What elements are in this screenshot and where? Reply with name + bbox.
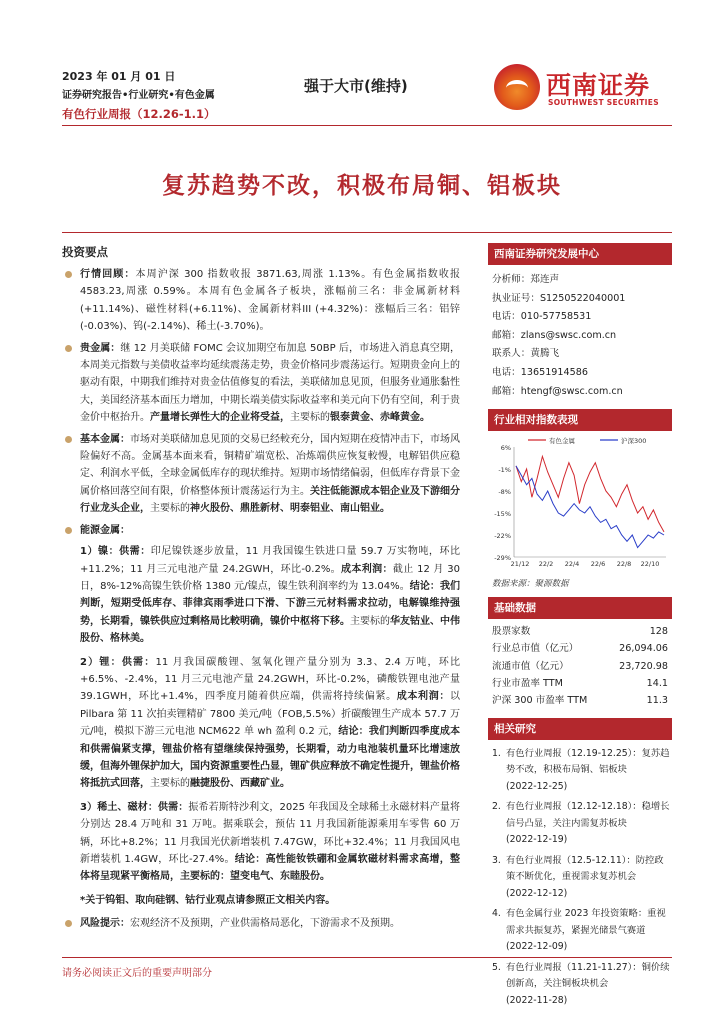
- table-label: 流通市值（亿元）: [492, 660, 569, 672]
- item-number: 5.: [492, 961, 501, 973]
- para-text: 本周沪深 300 指数收报 3871.63,周涨 1.13%。有色金属指数收报 4583.23,周涨 0.59%。本周有色金属各子板块，涨幅前三名：非金属新材料(+11.14%)、磁性材料(+6.11%)、金属新材料III (+4.32%)：涨幅后三名：铝锌(-0.03%)、钨(-2.14%)、稀土(-3.70%)。: [80, 269, 460, 333]
- table-value: 128: [649, 626, 668, 638]
- sub-bold: 我们判断四季度成本和供需偏紧支撑，锂盐价格有望继续保持强势，长期看，动力电池装机量环比增速放缓，但海外锂保护加大，国内资源重要性凸显，锂矿供应释放不确定性提升，锂盐价格将抵抗式回落，: [80, 726, 460, 790]
- item-title: 有色行业周报（11.21-11.27）：铜价续创新高，关注铜板块机会: [506, 961, 670, 990]
- y-tick-label: -29%: [494, 554, 511, 563]
- stock-list: 融捷股份、西藏矿业。: [190, 778, 290, 790]
- analyst-value: 郑连声: [530, 274, 560, 285]
- item-date: (2022-12-25): [506, 780, 568, 792]
- para-bold: 产量增长弹性大的企业将受益，: [150, 412, 290, 424]
- item-date: (2022-12-19): [506, 834, 568, 846]
- table-row: [488, 658, 672, 675]
- chart-svg: [488, 435, 672, 575]
- analyst-label: 联系人：: [492, 348, 531, 360]
- note: *关于钨钼、取向硅钢、钴行业观点请参照正文相关内容。: [80, 894, 336, 906]
- analyst-label: 邮箱：: [492, 385, 521, 397]
- analyst-value: 010-57758531: [520, 311, 592, 323]
- table-label: 行业总市值（亿元）: [492, 643, 579, 655]
- item-number: 3.: [492, 854, 501, 866]
- analyst-row: [492, 364, 668, 383]
- bullet-icon: [65, 345, 72, 352]
- item-number: 4.: [492, 908, 501, 920]
- table-value: 23,720.98: [619, 660, 668, 672]
- basic-data-title: 基础数据: [488, 597, 672, 619]
- table-value: 26,094.06: [619, 643, 668, 655]
- related-research-title: 相关研究: [488, 718, 672, 740]
- rating: 强于大市(维持): [304, 77, 408, 95]
- analyst-row: [492, 271, 668, 290]
- investment-highlights: [62, 240, 460, 937]
- company-logo: [494, 64, 674, 120]
- x-tick-label: 22/6: [590, 560, 606, 569]
- analyst-value: 黄腾飞: [530, 348, 560, 360]
- sub-text: 截止 12 月 30 日，8%-12%高镍生铁价格 1380 元/镍点，镍生铁利润率约为 13.04%。: [80, 563, 460, 592]
- analyst-value: S1250522040001: [539, 292, 626, 304]
- para-key: 风险提示：: [80, 918, 130, 930]
- weekly-label: 有色行业周报（12.26-1.1）: [62, 107, 216, 121]
- item-title: 有色金属行业 2023 年投资策略：重视需求共振复苏，紧握光储景气赛道: [506, 908, 666, 936]
- list-item[interactable]: [492, 799, 672, 849]
- legend-label: 沪深300: [621, 437, 647, 446]
- analyst-email[interactable]: zlans@swsc.com.cn: [520, 329, 617, 341]
- sub-text: 主要标的: [150, 778, 190, 790]
- list-item[interactable]: [492, 960, 672, 1010]
- para-text: 主要标的: [290, 412, 330, 424]
- item-title: 有色行业周报（12.12-12.18）：稳增长信号凸显，关注内需复苏板块: [506, 801, 670, 829]
- bullet-icon: [65, 920, 72, 927]
- x-tick-label: 22/4: [564, 560, 580, 569]
- para-text: 宏观经济不及预期，产业供需格局恶化，下游需求不及预期。: [130, 918, 400, 930]
- logo-cn: 西南证券: [546, 71, 651, 100]
- stock-list: 望变电气、东睦股份。: [230, 871, 330, 883]
- sub-key: 结论：: [338, 726, 369, 738]
- sub-key: 供需：: [121, 656, 156, 668]
- sub-text: 印尼镍铁逐步放量，11 月我国镍生铁进口量 59.7 万实物吨，环比+11.2%；11 月三元电池产量 24.2GWH，环比-0.2%。: [80, 546, 460, 575]
- logo-mark-icon: [494, 64, 540, 110]
- table-label: 行业市盈率 TTM: [492, 678, 563, 690]
- analyst-row: [492, 345, 668, 364]
- x-tick-label: 22/10: [640, 560, 660, 569]
- sidebar: [488, 243, 672, 1013]
- market-review: [62, 266, 460, 336]
- sub-head: 2）锂：: [80, 656, 122, 668]
- para-bold: 关注低能源成本铝企业及下游细分行业龙头企业，: [80, 485, 460, 515]
- sub-text: 以 Pilbara 第 11 次拍卖锂精矿 7800 美元/吨（FOB,5.5%）折碳酸锂生产成本 57.7 万元/吨，模拟下游三元电池 NCM622 单 wh 盈利 0.2 元，: [80, 691, 460, 738]
- series-line-nonferrous: [516, 457, 664, 533]
- y-tick-label: 6%: [500, 444, 511, 453]
- item-number: 1.: [492, 747, 501, 759]
- bullet-icon: [65, 527, 72, 534]
- stock-list: 华友钴业、中伟股份、格林美。: [80, 615, 460, 645]
- analyst-label: 电话：: [492, 311, 521, 323]
- item-date: (2022-12-09): [506, 941, 568, 953]
- analyst-info: [488, 265, 672, 401]
- analyst-label: 邮箱：: [492, 329, 521, 341]
- related-research-list: [488, 740, 672, 1010]
- legend-label: 有色金属: [549, 437, 575, 446]
- sub-key: 供需：: [157, 801, 189, 813]
- table-label: 沪深 300 市盈率 TTM: [492, 695, 588, 707]
- report-date: 2023 年 01 月 01 日: [62, 70, 176, 83]
- analyst-value: 13651914586: [520, 366, 588, 378]
- research-center-title: 西南证券研究发展中心: [488, 243, 672, 265]
- section-divider: [62, 232, 672, 233]
- list-item[interactable]: [492, 853, 672, 903]
- y-tick-label: -22%: [494, 532, 511, 541]
- list-item[interactable]: [492, 746, 672, 796]
- rare-earth-section: [62, 799, 460, 886]
- sub-key: 成本利润：: [396, 691, 450, 703]
- precious-metals: [62, 340, 460, 427]
- x-tick-label: 22/2: [538, 560, 554, 569]
- y-tick-label: -1%: [498, 466, 511, 475]
- para-text: 市场对美联储加息见顶的交易已经較充分，国内短期在疫情冲击下，市场风险偏好不高。金属基本面来看，铜精矿端宽松、冶炼端供应恢复較慢，电解铝供应稳定、利润水平低，全球金属低库存的现状维持。短期市场情绪偏弱，但低库存背景下金属价格回落空间有限，价格整体预计震荡运行为主。: [80, 433, 460, 497]
- nickel-section: [62, 543, 460, 647]
- risk-warning: [62, 915, 460, 932]
- energy-metals: [62, 522, 460, 539]
- chart-source: 数据来源：聚源数据: [492, 579, 569, 590]
- sub-bold: 高性能钕铁硼和金属软磁材料需求高增，整体将呈现紧平衡格局，主要标的：: [80, 854, 461, 883]
- x-tick-label: 22/8: [616, 560, 632, 569]
- analyst-label: 分析师：: [492, 274, 531, 285]
- item-number: 2.: [492, 801, 501, 813]
- stock-list: 银泰黄金、赤峰黄金。: [330, 412, 430, 424]
- item-title: 有色行业周报（12.5-12.11）：防控政策不断优化，重视需求复苏机会: [506, 854, 664, 883]
- analyst-email[interactable]: htengf@swsc.com.cn: [520, 385, 623, 397]
- para-text: 主要标的: [150, 503, 190, 515]
- sub-head: 1）镍：: [80, 546, 120, 558]
- base-metals: [62, 431, 460, 518]
- analyst-row: [492, 308, 668, 327]
- header-divider: [62, 125, 672, 126]
- item-date: (2022-11-28): [506, 994, 568, 1006]
- sub-text: 振希若斯特沙利文，2025 年我国及全球稀土永磁材料产量将分别达 28.4 万吨和 31 万吨。据乘联会，预估 11 月我国新能源乘用车零售 60 万辆，环比+8.2%；11 月我国光伏新增装机 7.47GW，环比+32.4%；11 月我国风电新增装机 1.4GW，环比-27.4%。: [80, 801, 460, 865]
- table-row: [488, 692, 672, 709]
- report-type: 证券研究报告•行业研究•有色金属: [62, 90, 215, 101]
- y-tick-label: -15%: [494, 510, 511, 519]
- sub-key: 结论：: [409, 580, 440, 592]
- sub-head: 3）稀土、磁材：: [80, 801, 158, 813]
- table-row: [488, 675, 672, 692]
- bullet-icon: [65, 436, 72, 443]
- table-row: [488, 640, 672, 657]
- analyst-label: 电话：: [492, 366, 521, 378]
- item-date: (2022-12-12): [506, 887, 568, 899]
- stock-list: 神火股份、鼎胜新材、明泰铝业、南山铝业。: [190, 503, 390, 515]
- relative-index-chart: [488, 435, 672, 575]
- sub-key: 成本利润：: [341, 563, 393, 575]
- table-row: [488, 623, 672, 640]
- para-key: 能源金属：: [80, 524, 130, 536]
- x-tick-label: 21/12: [510, 560, 530, 569]
- footer-divider: [62, 957, 672, 958]
- sub-bold: 我们判断，短期受低库存、菲律宾雨季进口下滑、下游三元材料需求拉动，电解镍维持强势，长期看，镍铁供应过剩格局比較明确，镍价中枢将下移。: [80, 580, 461, 627]
- table-value: 14.1: [646, 678, 668, 690]
- report-title: 复苏趋势不改，积极布局铜、铝板块: [162, 173, 562, 199]
- basic-data-table: [488, 623, 672, 709]
- analyst-row: [492, 383, 668, 402]
- analyst-label: 执业证号：: [492, 292, 540, 304]
- para-key: 行情回顾：: [80, 269, 136, 280]
- analyst-row: [492, 290, 668, 309]
- footer-disclaimer: 请务必阅读正文后的重要声明部分: [62, 968, 212, 979]
- table-label: 股票家数: [492, 626, 531, 638]
- logo-en: SOUTHWEST SECURITIES: [548, 98, 659, 107]
- section-title: 投资要点: [62, 245, 108, 259]
- para-text: 继 12 月美联储 FOMC 会议加期空布加息 50BP 后，市场进入消息真空期，本周美元指数与美债收益率均延续震荡走势，贵金价格同步震荡运行。短期贵金向上的驱动有限，中期我们维持对贵金估值修复的看法，美联储加息见顶，但服务业通胀黏性大，美国经济基本面压力增加，中期长端美债实际收益率和美元向下仍有空间，利于贵金价中枢抬升。: [80, 342, 461, 424]
- item-title: 有色行业周报（12.19-12.25）：复苏趋势不改，积极布局铜、铝板块: [506, 747, 670, 776]
- list-item[interactable]: [492, 906, 672, 956]
- sub-text: 11 月我国碳酸锂、氢氧化锂产量分别为 3.3、2.4 万吨，环比+6.5%、-2.4%，11 月三元电池产量 24.2GWH，环比-0.2%，磷酸铁锂电池产量 39.1GWH，环比+1.4%，四季度月随着供应端，供需将持续偏紧。: [80, 656, 460, 703]
- bullet-icon: [65, 271, 72, 278]
- para-key: 贵金属：: [80, 342, 121, 354]
- sub-text: 主要标的: [350, 615, 390, 627]
- sub-key: 供需：: [119, 546, 151, 558]
- table-value: 11.3: [646, 695, 668, 707]
- analyst-row: [492, 327, 668, 346]
- y-tick-label: -8%: [498, 488, 511, 497]
- para-key: 基本金属：: [80, 433, 130, 445]
- lithium-section: [62, 654, 460, 793]
- chart-section-title: 行业相对指数表现: [488, 409, 672, 431]
- series-line-hs300: [516, 466, 664, 548]
- sub-key: 结论：: [234, 854, 266, 865]
